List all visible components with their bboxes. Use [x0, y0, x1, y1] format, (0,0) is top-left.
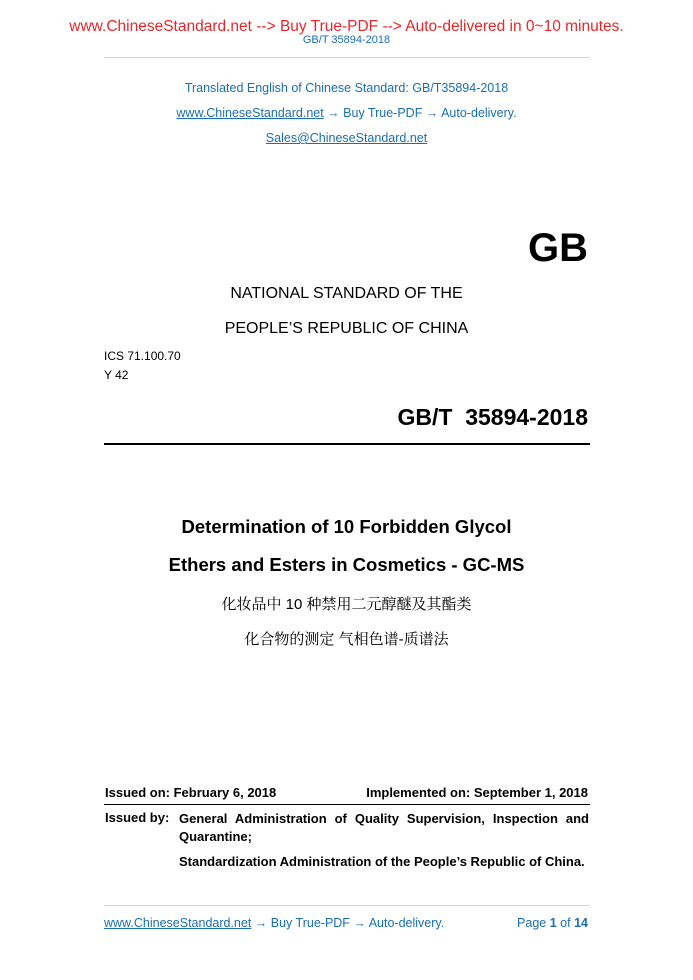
footer-site-link[interactable]: www.ChineseStandard.net: [104, 916, 252, 930]
issuer-1: General Administration of Quality Supervision, Inspection and Quarantine;: [179, 811, 589, 844]
footer-site-line: [104, 916, 444, 930]
code-divider: [104, 443, 590, 445]
title-en-line2: Ethers and Esters in Cosmetics - GC-MS: [168, 554, 525, 575]
footer-divider: [104, 905, 590, 906]
title-en-line1: Determination of 10 Forbidden Glycol: [181, 516, 512, 537]
of-label: of: [560, 916, 571, 930]
issued-by-label: Issued by:: [105, 810, 170, 825]
implemented-on: Implemented on: September 1, 2018: [366, 785, 588, 800]
site-line-tail: → Buy True-PDF → Auto-delivery.: [323, 106, 517, 120]
header-divider: [104, 57, 590, 58]
page-indicator: [517, 916, 588, 930]
total-pages: 14: [574, 916, 588, 930]
site-line: [0, 106, 693, 120]
sales-email-link[interactable]: Sales@ChineseStandard.net: [265, 131, 428, 145]
ics-code: ICS 71.100.70: [104, 349, 181, 363]
translated-note: Translated English of Chinese Standard: GB/T35894-2018: [184, 81, 509, 95]
header-standard-code: GB/T 35894-2018: [302, 34, 391, 46]
issued-on: Issued on: February 6, 2018: [105, 785, 277, 800]
national-standard-line2: PEOPLE’S REPUBLIC OF CHINA: [224, 320, 469, 337]
classification-code: Y 42: [104, 368, 129, 382]
site-link[interactable]: www.ChineseStandard.net: [176, 106, 324, 120]
issuer-2: Standardization Administration of the People’s Republic of China.: [179, 854, 585, 869]
standard-code: GB/T 35894-2018: [397, 404, 588, 430]
sales-line: [0, 131, 693, 145]
page-label: Page: [517, 916, 547, 930]
footer-site-tail: → Buy True-PDF → Auto-delivery.: [251, 916, 445, 930]
page-number: 1: [549, 916, 557, 930]
dates-divider: [104, 804, 590, 805]
national-standard-line1: NATIONAL STANDARD OF THE: [230, 285, 463, 302]
promo-banner[interactable]: www.ChineseStandard.net --> Buy True-PDF --> Auto-delivered in 0~10 minutes.: [69, 18, 624, 35]
title-cn-line2: 化合物的测定 气相色谱-质谱法: [244, 631, 449, 648]
gb-mark: GB: [528, 226, 588, 270]
title-cn-line1: 化妆品中 10 种禁用二元醇醚及其酯类: [221, 596, 472, 613]
